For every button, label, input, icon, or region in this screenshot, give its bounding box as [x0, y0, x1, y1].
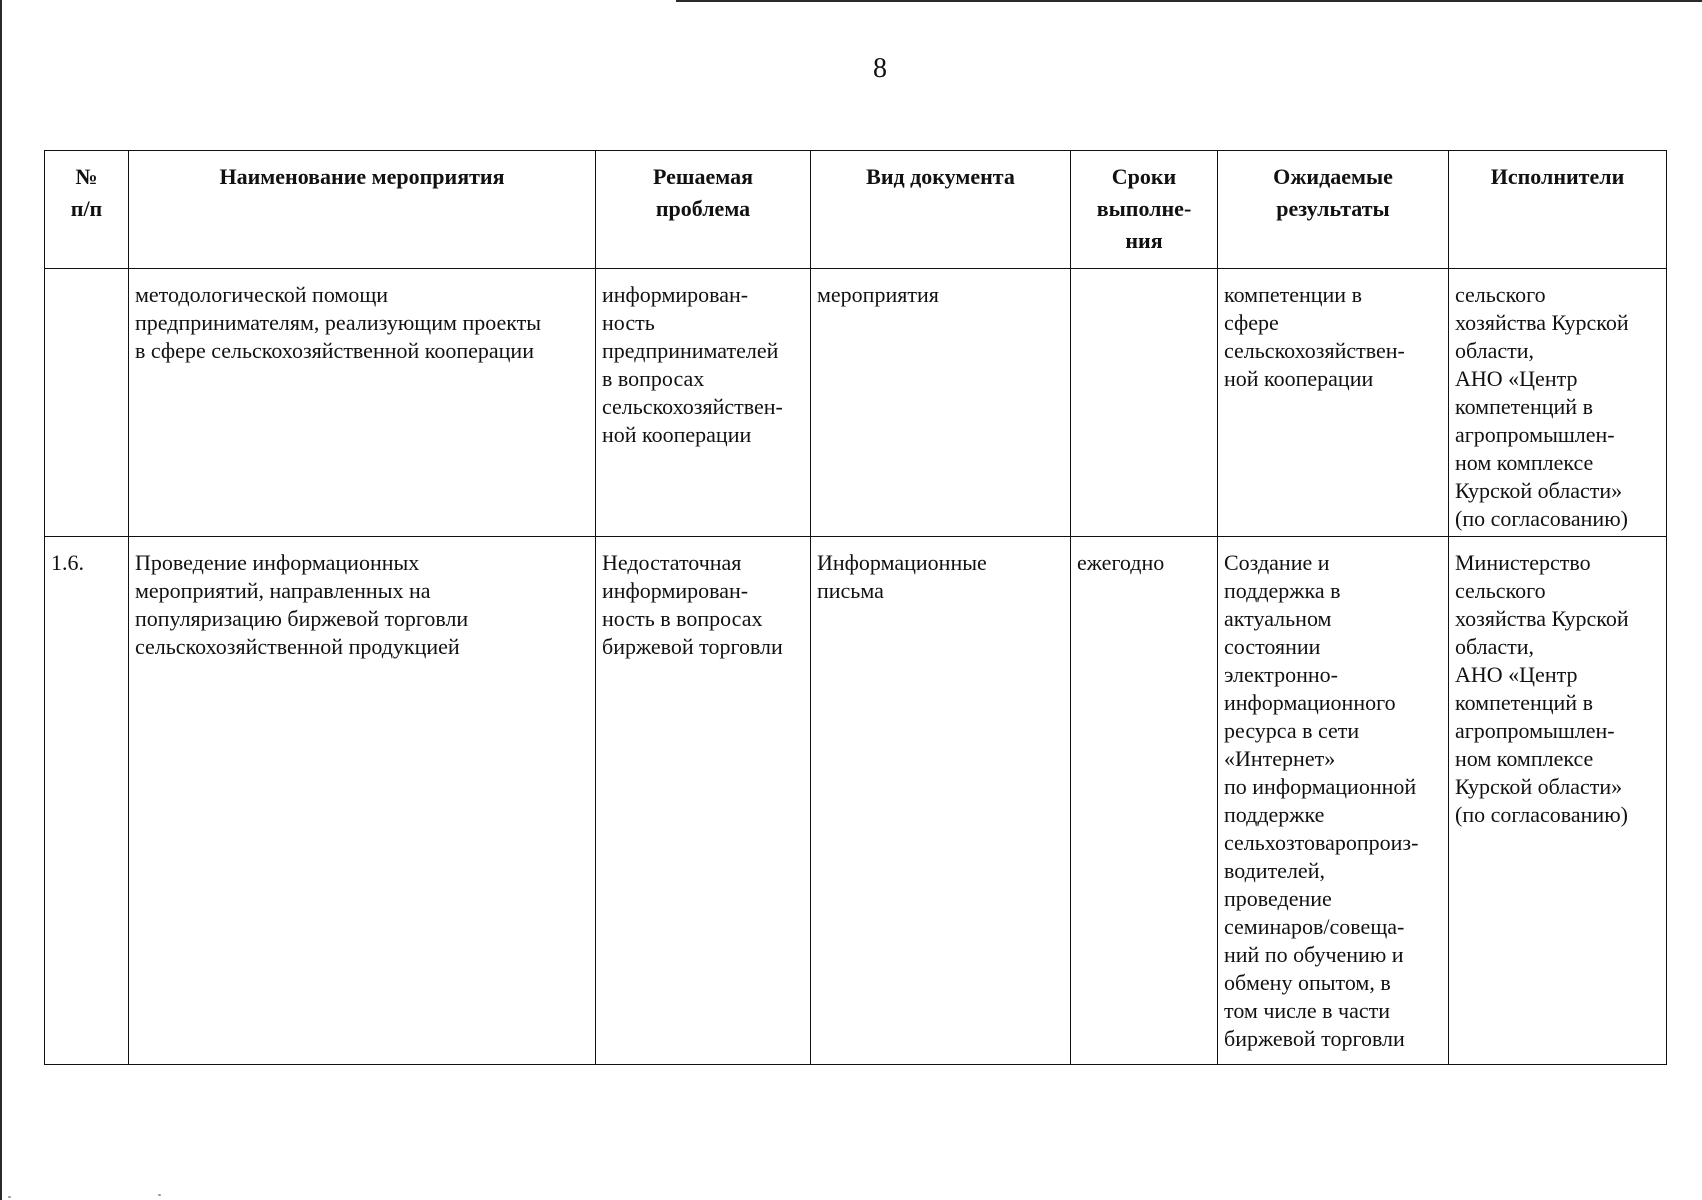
table-row: [45, 537, 1667, 1065]
cell-problem: Недостаточная информирован- ность в вопросах биржевой торговли: [596, 537, 811, 1065]
cell-expected-results: компетенции в сфере сельскохозяйствен- ной кооперации: [1218, 269, 1449, 537]
cell-deadline: [1071, 269, 1218, 537]
cell-executors: сельского хозяйства Курской области, АНО «Центр компетенций в агропромышлен- ном комплексе Курской области» (по согласованию): [1449, 269, 1667, 537]
header-problem: Решаемая проблема: [596, 151, 811, 269]
header-activity-name: Наименование мероприятия: [129, 151, 596, 269]
table-row: [45, 269, 1667, 537]
scan-speck: [8, 1196, 11, 1198]
cell-deadline: ежегодно: [1071, 537, 1218, 1065]
table-header-row: [45, 151, 1667, 269]
cell-document-type: Информационные письма: [811, 537, 1071, 1065]
cell-number: 1.6.: [45, 537, 129, 1065]
activities-table: [44, 150, 1667, 1065]
cell-executors: Министерство сельского хозяйства Курской области, АНО «Центр компетенций в агропромышлен- ном комплексе Курской области» (по согласованию): [1449, 537, 1667, 1065]
cell-activity-name: методологической помощи предпринимателям, реализующим проекты в сфере сельскохозяйственной кооперации: [129, 269, 596, 537]
header-expected-results: Ожидаемые результаты: [1218, 151, 1449, 269]
header-number: № п/п: [45, 151, 129, 269]
cell-problem: информирован- ность предпринимателей в вопросах сельскохозяйствен- ной кооперации: [596, 269, 811, 537]
header-executors: Исполнители: [1449, 151, 1667, 269]
cell-document-type: мероприятия: [811, 269, 1071, 537]
cell-activity-name: Проведение информационных мероприятий, направленных на популяризацию биржевой торговли сельскохозяйственной продукцией: [129, 537, 596, 1065]
scan-speck: [158, 1194, 161, 1196]
cell-expected-results: Создание и поддержка в актуальном состоянии электронно- информационного ресурса в сети «Интернет» по информационной поддержке сельхозтоваропроиз- водителей, проведение семинаров/совеща- ний по обучению и обмену опытом, в том числе в части биржевой торговли: [1218, 537, 1449, 1065]
header-deadline: Сроки выполне- ния: [1071, 151, 1218, 269]
page-number: 8: [873, 53, 887, 84]
cell-number: [45, 269, 129, 537]
header-document-type: Вид документа: [811, 151, 1071, 269]
scan-top-edge: [676, 0, 1702, 2]
scan-left-edge: [0, 0, 2, 1200]
